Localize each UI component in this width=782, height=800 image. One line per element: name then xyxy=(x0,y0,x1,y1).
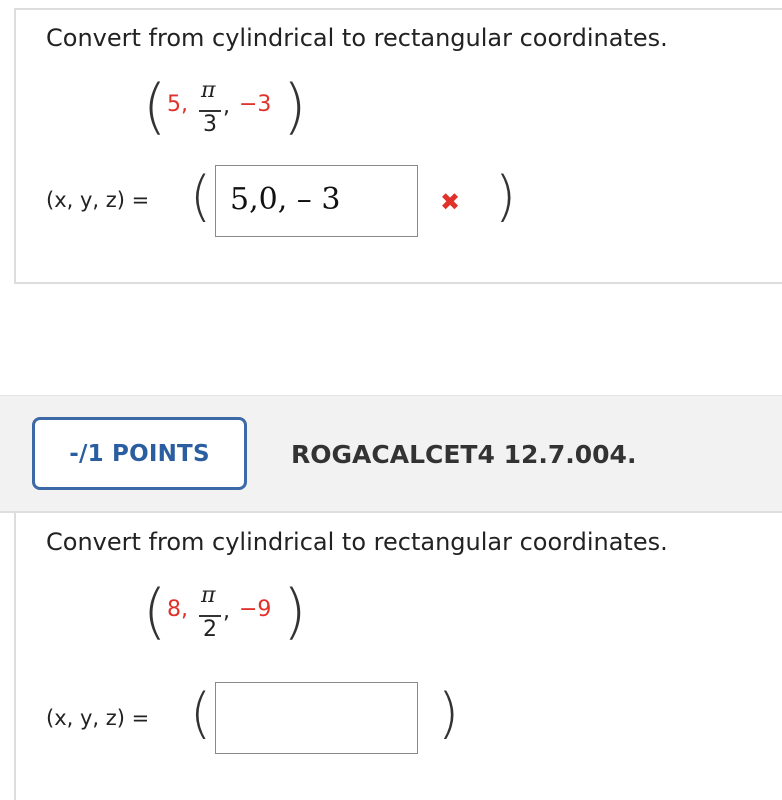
answer-open-paren: ( xyxy=(190,165,212,228)
answer-input-2[interactable] xyxy=(215,682,418,754)
problem-2-point xyxy=(143,577,323,655)
point-comma: , xyxy=(223,599,230,624)
problem-id: ROGACALCET4 12.7.004. xyxy=(291,440,637,469)
answer-close-paren: ) xyxy=(438,682,460,745)
close-paren: ) xyxy=(283,577,307,647)
problem-2-panel xyxy=(14,513,782,800)
answer-open-paren: ( xyxy=(190,682,212,745)
points-label: -/1 POINTS xyxy=(69,440,210,467)
point-comma: , xyxy=(223,94,230,119)
point-z-value: −9 xyxy=(239,597,272,622)
point-theta-denominator: 2 xyxy=(203,617,217,642)
point-r-value: 8, xyxy=(167,597,188,622)
point-r-value: 5, xyxy=(167,92,188,117)
answer-input-1-value: 5,0, – 3 xyxy=(230,182,341,217)
point-z-value: −3 xyxy=(239,92,272,117)
open-paren: ( xyxy=(143,72,167,142)
incorrect-x-icon: ✖ xyxy=(440,188,461,216)
points-button[interactable] xyxy=(32,417,247,490)
problem-2-instruction: Convert from cylindrical to rectangular coordinates. xyxy=(46,528,668,556)
problem-1-point xyxy=(143,72,323,150)
close-paren: ) xyxy=(283,72,307,142)
answer-input-1[interactable] xyxy=(215,165,418,237)
point-theta-numerator: π xyxy=(201,78,216,103)
answer-label: (x, y, z) = xyxy=(46,706,150,730)
point-theta-numerator: π xyxy=(201,583,216,608)
problem-1-instruction: Convert from cylindrical to rectangular coordinates. xyxy=(46,24,668,52)
answer-close-paren: ) xyxy=(495,165,517,228)
answer-label: (x, y, z) = xyxy=(46,188,150,212)
point-theta-denominator: 3 xyxy=(203,112,217,137)
open-paren: ( xyxy=(143,577,167,647)
